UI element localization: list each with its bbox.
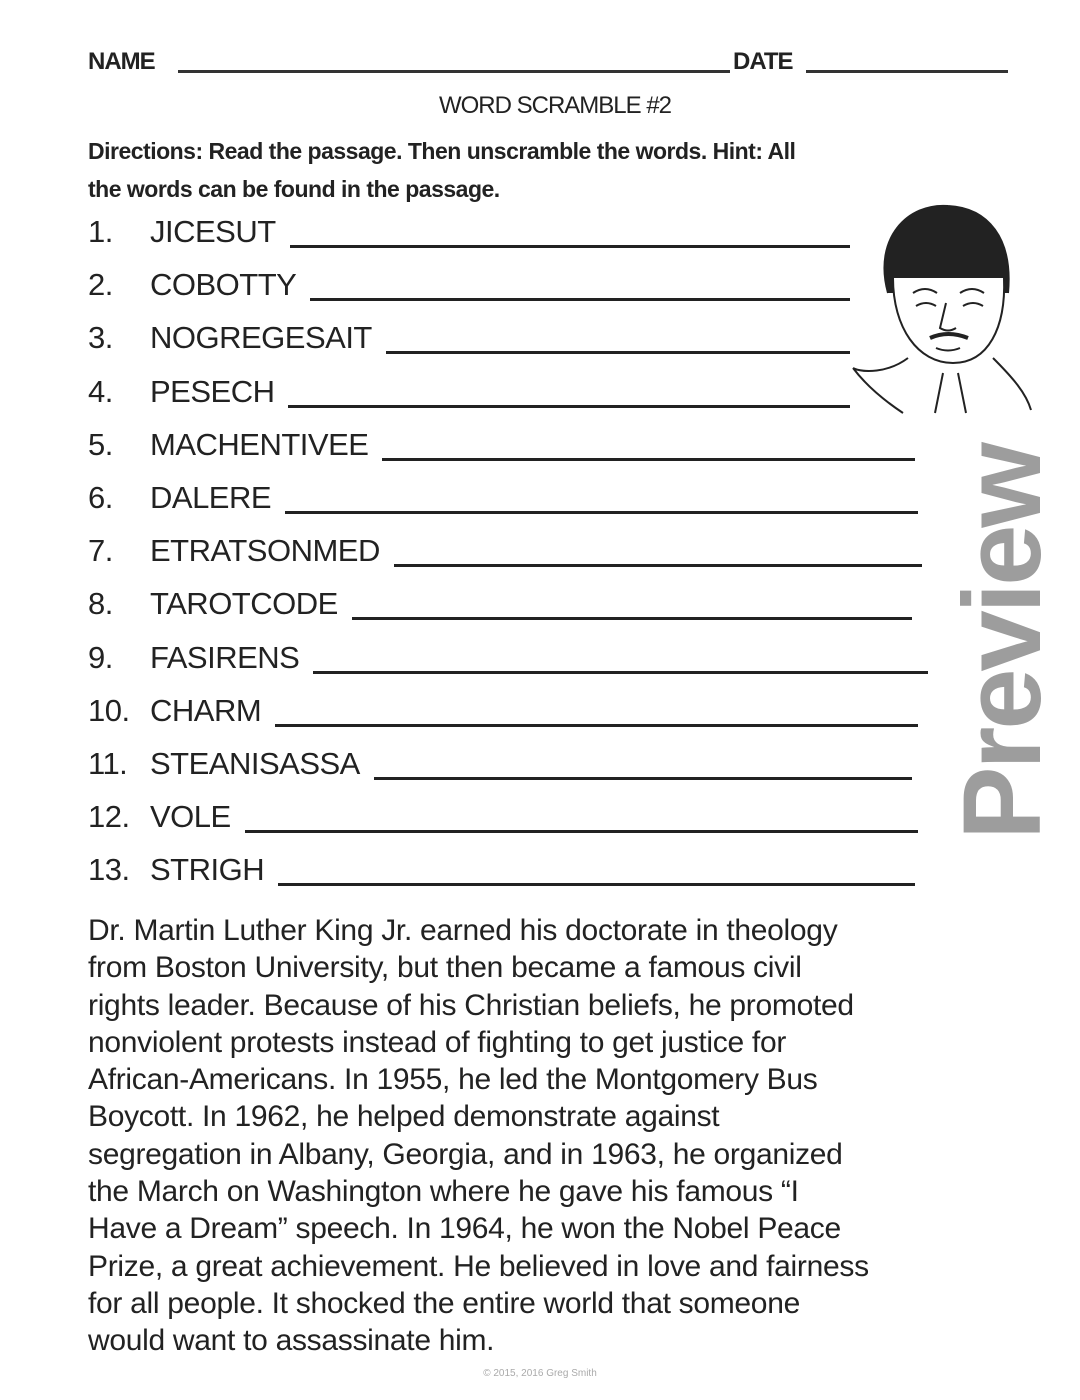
answer-line[interactable] <box>313 671 928 674</box>
copyright-footer: © 2015, 2016 Greg Smith <box>483 1368 597 1379</box>
scramble-item <box>88 374 274 414</box>
item-number: 11. <box>88 746 128 781</box>
reading-passage <box>88 912 869 1360</box>
item-number: 8. <box>88 586 113 622</box>
answer-line[interactable] <box>382 458 915 461</box>
scrambled-word: NOGREGESAIT <box>150 320 372 356</box>
item-number: 9. <box>88 639 113 675</box>
scramble-item <box>88 214 276 254</box>
passage-line: African-Americans. In 1955, he led the Montgomery Bus <box>88 1063 818 1097</box>
scrambled-word: FASIRENS <box>150 639 300 675</box>
portrait-illustration <box>848 198 1033 418</box>
passage-line: from Boston University, but then became a famous civil <box>88 951 802 985</box>
item-number: 1. <box>88 214 113 249</box>
scramble-item <box>88 640 299 680</box>
scramble-item <box>88 267 296 307</box>
answer-line[interactable] <box>374 777 912 780</box>
scrambled-word: ETRATSONMED <box>150 533 380 569</box>
scrambled-word: CHARM <box>150 692 262 728</box>
scrambled-word: COBOTTY <box>150 267 297 303</box>
passage-line: would want to assassinate him. <box>88 1324 495 1358</box>
scrambled-word: JICESUT <box>150 214 276 249</box>
scramble-item <box>88 320 372 360</box>
item-number: 3. <box>88 320 113 356</box>
passage-line: the March on Washington where he gave his famous “I <box>88 1175 799 1209</box>
item-number: 10. <box>88 692 130 728</box>
answer-line[interactable] <box>290 245 850 248</box>
scrambled-word: DALERE <box>150 480 272 515</box>
answer-line[interactable] <box>285 511 918 514</box>
name-label: NAME <box>88 48 155 75</box>
directions-line-1: Directions: Read the passage. Then unscramble the words. Hint: All <box>88 138 796 164</box>
scramble-item <box>88 693 261 733</box>
passage-line: nonviolent protests instead of fighting to get justice for <box>88 1025 787 1059</box>
passage-line: Have a Dream” speech. In 1964, he won the Nobel Peace <box>88 1212 841 1246</box>
scramble-item <box>88 533 380 573</box>
passage-line: Dr. Martin Luther King Jr. earned his doctorate in theology <box>88 914 838 947</box>
item-number: 13. <box>88 852 130 888</box>
answer-line[interactable] <box>288 405 850 408</box>
answer-line[interactable] <box>394 564 922 567</box>
date-label: DATE <box>733 48 793 75</box>
item-number: 6. <box>88 480 113 515</box>
item-number: 12. <box>88 799 130 835</box>
date-line[interactable] <box>806 70 1008 73</box>
scramble-item <box>88 799 231 839</box>
scramble-item <box>88 852 264 892</box>
name-line[interactable] <box>178 70 730 73</box>
passage-line: segregation in Albany, Georgia, and in 1963, he organized <box>88 1137 843 1171</box>
passage-line: for all people. It shocked the entire world that someone <box>88 1286 800 1320</box>
answer-line[interactable] <box>275 724 918 727</box>
scramble-item <box>88 427 368 467</box>
scrambled-word: PESECH <box>150 373 275 409</box>
passage-line: Boycott. In 1962, he helped demonstrate against <box>88 1100 720 1134</box>
scramble-item <box>88 746 360 786</box>
item-number: 2. <box>88 267 113 303</box>
scrambled-word: TAROTCODE <box>150 586 338 622</box>
item-number: 4. <box>88 373 113 409</box>
answer-line[interactable] <box>352 617 912 620</box>
worksheet-title: WORD SCRAMBLE #2 <box>438 92 672 119</box>
answer-line[interactable] <box>245 830 918 833</box>
scramble-item <box>88 586 338 626</box>
passage-line: Prize, a great achievement. He believed in love and fairness <box>88 1249 869 1283</box>
scramble-item <box>88 480 271 520</box>
item-number: 7. <box>88 533 113 569</box>
answer-line[interactable] <box>278 883 915 886</box>
scrambled-word: MACHENTIVEE <box>150 426 369 462</box>
directions-line-2: the words can be found in the passage. <box>88 176 500 202</box>
answer-line[interactable] <box>310 298 850 301</box>
scrambled-word: VOLE <box>150 799 231 835</box>
item-number: 5. <box>88 426 113 462</box>
passage-line: rights leader. Because of his Christian beliefs, he promoted <box>88 988 854 1022</box>
preview-watermark: Preview <box>941 445 1064 840</box>
scrambled-word: STEANISASSA <box>150 746 360 781</box>
scrambled-word: STRIGH <box>150 852 265 888</box>
answer-line[interactable] <box>386 351 850 354</box>
